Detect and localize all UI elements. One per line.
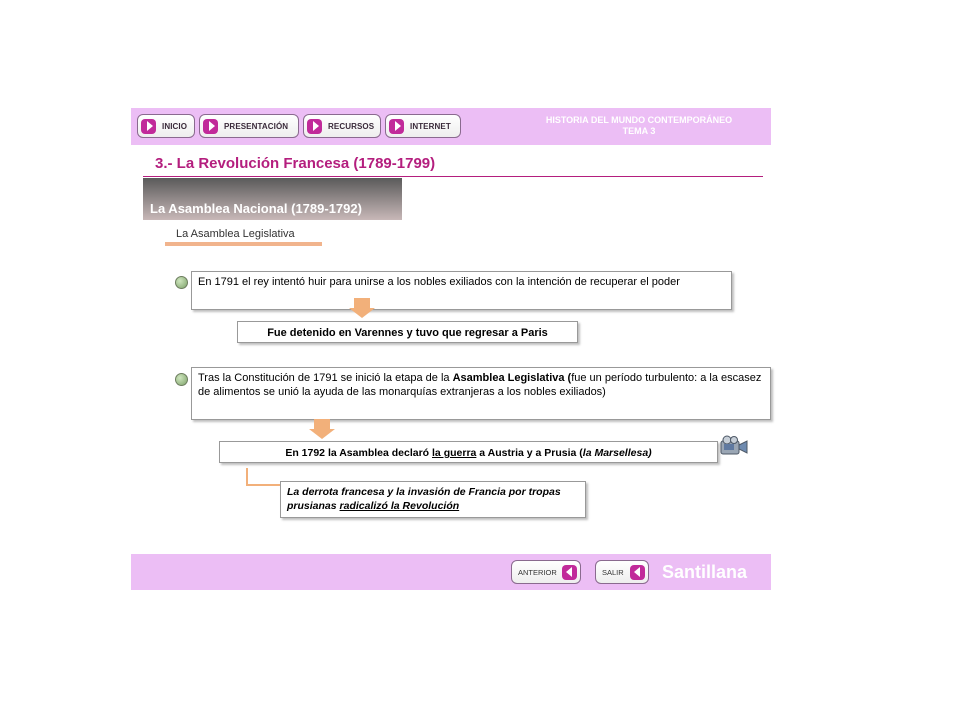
page-title: 3.- La Revolución Francesa (1789-1799) bbox=[155, 155, 436, 172]
play-icon bbox=[389, 119, 404, 134]
nav-inicio-button[interactable] bbox=[137, 114, 195, 138]
radicalizo-link[interactable]: radicalizó la Revolución bbox=[339, 500, 460, 512]
box-legislativa-text-c: fue un período turbulento: a la escasez de alimentos se unió la ayuda de las monarquías extranjeras a los nobles exiliados) bbox=[198, 372, 762, 398]
video-camera-icon[interactable] bbox=[719, 435, 749, 457]
bullet-icon bbox=[175, 373, 188, 386]
anterior-label: ANTERIOR bbox=[518, 567, 557, 577]
subtitle: La Asamblea Legislativa bbox=[176, 228, 295, 240]
nav-recursos-label: RECURSOS bbox=[328, 121, 375, 131]
back-arrow-icon bbox=[630, 565, 645, 580]
content-box-flight bbox=[191, 271, 732, 310]
salir-button[interactable] bbox=[595, 560, 649, 584]
bullet-icon bbox=[175, 276, 188, 289]
marsellesa-text: la Marsellesa) bbox=[582, 447, 652, 459]
brand-logo: Santillana bbox=[662, 562, 748, 582]
box-legislativa-text-bold: Asamblea Legislativa ( bbox=[452, 372, 572, 384]
content-box-varennes bbox=[237, 321, 578, 343]
nav-internet-label: INTERNET bbox=[410, 121, 451, 131]
back-arrow-icon bbox=[562, 565, 577, 580]
nav-presentacion-button[interactable] bbox=[199, 114, 299, 138]
down-arrow-icon bbox=[309, 419, 335, 439]
title-divider bbox=[143, 176, 763, 177]
box-guerra-text-a: En 1792 la Asamblea declaró bbox=[285, 447, 433, 459]
guerra-link[interactable]: la guerra bbox=[432, 447, 477, 459]
nav-presentacion-label: PRESENTACIÓN bbox=[224, 121, 289, 131]
box-flight-text: En 1791 el rey intentó huir para unirse a los nobles exiliados con la intención de recuperar el poder bbox=[198, 276, 680, 288]
nav-recursos-button[interactable] bbox=[303, 114, 381, 138]
nav-internet-button[interactable] bbox=[385, 114, 461, 138]
content-box-derrota bbox=[280, 481, 586, 518]
play-icon bbox=[203, 119, 218, 134]
content-box-guerra bbox=[219, 441, 718, 463]
course-unit: TEMA 3 bbox=[622, 126, 656, 136]
course-title bbox=[519, 115, 759, 137]
nav-inicio-label: INICIO bbox=[162, 121, 188, 131]
play-icon bbox=[141, 119, 156, 134]
box-guerra-text-b: a Austria y a Prusia ( bbox=[476, 447, 583, 459]
down-arrow-icon bbox=[349, 298, 375, 318]
header-bar bbox=[131, 108, 771, 145]
play-icon bbox=[307, 119, 322, 134]
content-box-legislativa bbox=[191, 367, 771, 420]
section-title: La Asamblea Nacional (1789-1792) bbox=[150, 201, 362, 216]
anterior-button[interactable] bbox=[511, 560, 581, 584]
footer-bar bbox=[131, 554, 771, 590]
salir-label: SALIR bbox=[602, 567, 624, 577]
box-derrota-text: La derrota francesa y la invasión de Francia por tropas prusianas bbox=[287, 486, 561, 512]
box-varennes-text: Fue detenido en Varennes y tuvo que regresar a Paris bbox=[267, 327, 548, 339]
course-name: HISTORIA DEL MUNDO CONTEMPORÁNEO bbox=[545, 115, 733, 125]
slide bbox=[131, 108, 771, 590]
connector-line bbox=[246, 468, 282, 486]
subtitle-underline bbox=[165, 242, 322, 246]
box-legislativa-text-a: Tras la Constitución de 1791 se inició la etapa de la bbox=[198, 372, 453, 384]
